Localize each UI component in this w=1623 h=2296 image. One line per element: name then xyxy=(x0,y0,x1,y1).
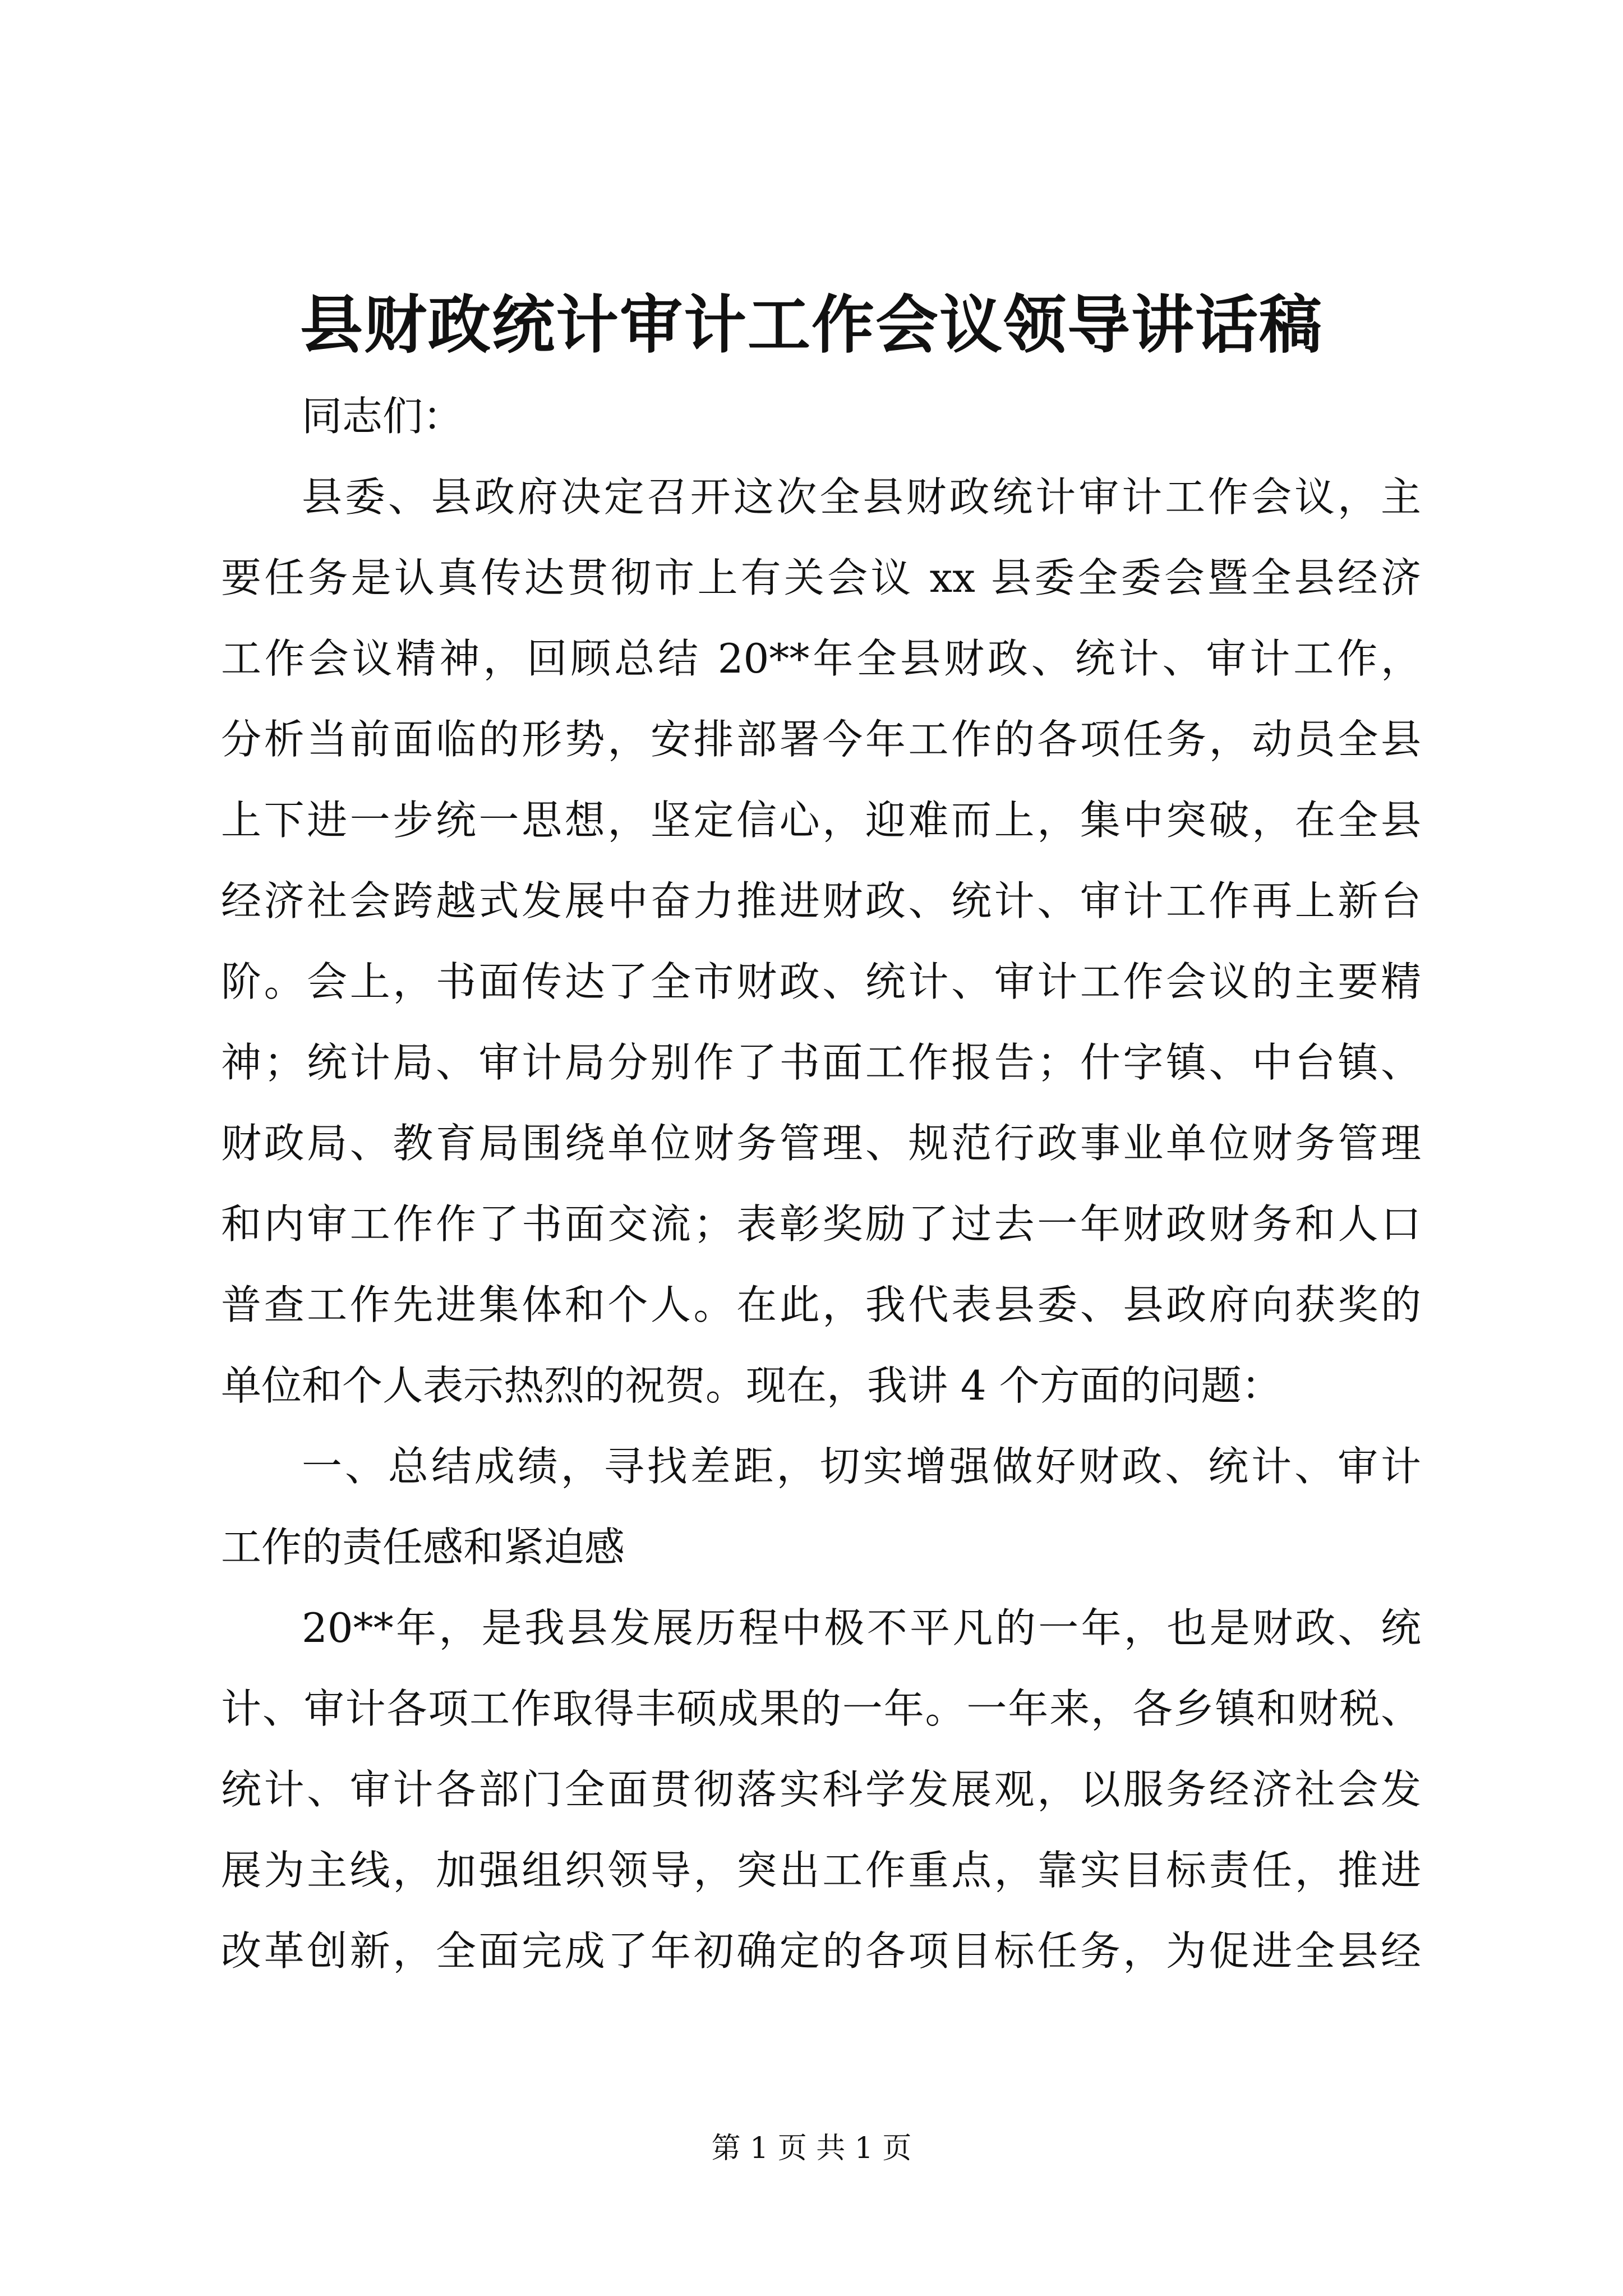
paragraph-line: 计、审计各项工作取得丰硕成果的一年。一年来，各乡镇和财税、 xyxy=(221,1685,1421,1732)
paragraph-line: 一、总结成绩，寻找差距，切实增强做好财政、统计、审计 xyxy=(302,1443,1421,1490)
paragraph-line: 普查工作先进集体和个人。在此，我代表县委、县政府向获奖的 xyxy=(221,1281,1421,1328)
paragraph-line: 财政局、教育局围绕单位财务管理、规范行政事业单位财务管理 xyxy=(221,1120,1421,1167)
document-body xyxy=(221,376,1421,1991)
paragraph-line: 和内审工作作了书面交流；表彰奖励了过去一年财政财务和人口 xyxy=(221,1200,1421,1248)
paragraph-line: 神；统计局、审计局分别作了书面工作报告；什字镇、中台镇、 xyxy=(221,1039,1421,1086)
paragraph-line: 同志们： xyxy=(302,393,464,440)
page-footer: 第 1 页 共 1 页 xyxy=(711,2132,912,2165)
paragraph-line: 阶。会上，书面传达了全市财政、统计、审计工作会议的主要精 xyxy=(221,958,1421,1005)
paragraph-line: 20**年，是我县发展历程中极不平凡的一年，也是财政、统 xyxy=(302,1604,1421,1651)
paragraph-line: 上下进一步统一思想，坚定信心，迎难而上，集中突破，在全县 xyxy=(221,797,1421,844)
paragraph-line: 要任务是认真传达贯彻市上有关会议 xx 县委全委会暨全县经济 xyxy=(221,554,1421,601)
paragraph-line: 改革创新，全面完成了年初确定的各项目标任务，为促进全县经 xyxy=(221,1927,1421,1975)
paragraph-line: 工作会议精神，回顾总结 20**年全县财政、统计、审计工作， xyxy=(221,635,1421,682)
document-title: 县财政统计审计工作会议领导讲话稿 xyxy=(300,288,1323,362)
paragraph-line: 统计、审计各部门全面贯彻落实科学发展观，以服务经济社会发 xyxy=(221,1766,1421,1813)
paragraph-line: 县委、县政府决定召开这次全县财政统计审计工作会议，主 xyxy=(302,473,1421,521)
paragraph-line: 经济社会跨越式发展中奋力推进财政、统计、审计工作再上新台 xyxy=(221,877,1421,924)
paragraph-line: 展为主线，加强组织领导，突出工作重点，靠实目标责任，推进 xyxy=(221,1847,1421,1894)
paragraph-line: 工作的责任感和紧迫感 xyxy=(221,1524,625,1571)
paragraph-line: 单位和个人表示热烈的祝贺。现在，我讲 4 个方面的问题： xyxy=(221,1362,1282,1409)
paragraph-line: 分析当前面临的形势，安排部署今年工作的各项任务，动员全县 xyxy=(221,716,1421,763)
